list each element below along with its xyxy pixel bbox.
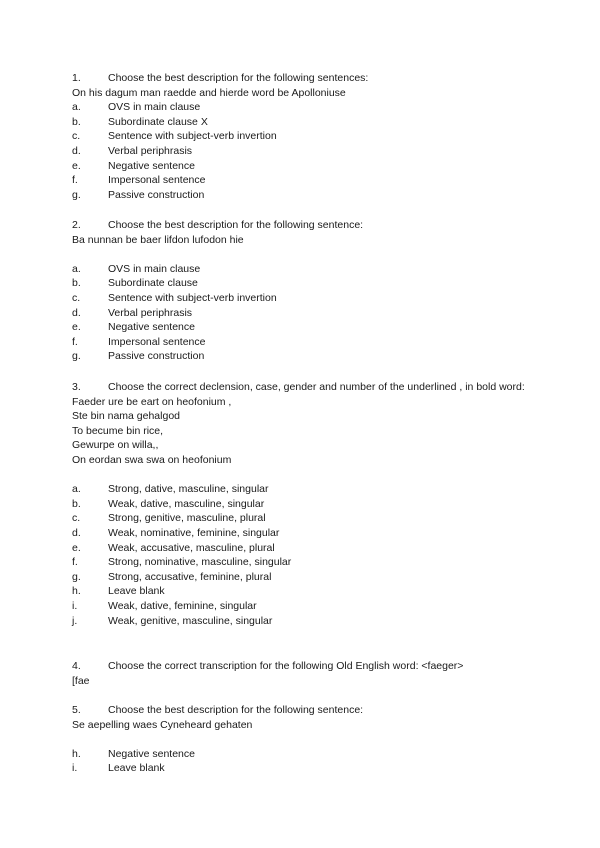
option-text: OVS in main clause: [108, 262, 201, 275]
source-text-line: Ba nunnan be baer lifdon lufodon hie: [72, 233, 244, 246]
option-row[interactable]: [72, 555, 542, 570]
option-label: b.: [72, 497, 81, 510]
option-label: d.: [72, 526, 81, 539]
option-label: g.: [72, 188, 81, 201]
option-row[interactable]: [72, 129, 542, 144]
option-row[interactable]: [72, 173, 542, 188]
option-label: d.: [72, 144, 81, 157]
option-text: Weak, nominative, feminine, singular: [108, 526, 280, 539]
option-row[interactable]: [72, 482, 542, 497]
question-prompt: Choose the correct transcription for the following Old English word: <faeger>: [108, 660, 464, 672]
option-text: Weak, accusative, masculine, plural: [108, 541, 275, 554]
answer-text-line: [fae: [72, 674, 90, 687]
option-text: Negative sentence: [108, 159, 195, 172]
option-label: g.: [72, 350, 81, 363]
option-label: e.: [72, 159, 81, 172]
source-text-line: Ste bin nama gehalgod: [72, 410, 180, 423]
option-label: c.: [72, 512, 81, 525]
option-row[interactable]: [72, 541, 542, 556]
question-prompt-row: [72, 380, 542, 395]
option-label: g.: [72, 570, 81, 583]
question-2: [72, 218, 542, 364]
question-prompt: Choose the best description for the following sentence:: [108, 219, 364, 231]
option-row[interactable]: [72, 306, 542, 321]
option-row[interactable]: [72, 159, 542, 174]
option-text: Strong, genitive, masculine, plural: [108, 512, 266, 525]
option-row[interactable]: [72, 747, 542, 762]
option-text: Sentence with subject-verb invertion: [108, 291, 277, 304]
option-row[interactable]: [72, 511, 542, 526]
option-text: Verbal periphrasis: [108, 306, 193, 319]
question-prompt-row: [72, 703, 542, 718]
option-text: Passive construction: [108, 188, 205, 201]
option-label: h.: [72, 747, 81, 760]
option-row[interactable]: [72, 497, 542, 512]
option-label: b.: [72, 277, 81, 290]
option-text: Negative sentence: [108, 321, 195, 334]
option-row[interactable]: [72, 570, 542, 585]
option-row[interactable]: [72, 291, 542, 306]
option-label: f.: [72, 556, 78, 569]
option-label: a.: [72, 101, 81, 114]
option-text: OVS in main clause: [108, 101, 201, 114]
option-label: j.: [72, 614, 78, 627]
option-label: a.: [72, 262, 81, 275]
source-text-line: Faeder ure be eart on heofonium ,: [72, 395, 232, 408]
option-row[interactable]: [72, 320, 542, 335]
option-label: f.: [72, 335, 78, 348]
option-text: Verbal periphrasis: [108, 144, 193, 157]
question-5: [72, 703, 542, 776]
option-text: Sentence with subject-verb invertion: [108, 130, 277, 143]
option-row[interactable]: [72, 349, 542, 364]
option-label: c.: [72, 130, 81, 143]
question-number: 5.: [72, 704, 81, 716]
option-text: Weak, dative, masculine, singular: [108, 497, 265, 510]
option-text: Strong, accusative, feminine, plural: [108, 570, 272, 583]
option-text: Negative sentence: [108, 747, 195, 760]
question-number: 3.: [72, 381, 81, 393]
option-row[interactable]: [72, 115, 542, 130]
option-label: a.: [72, 483, 81, 496]
option-row[interactable]: [72, 262, 542, 277]
option-text: Impersonal sentence: [108, 174, 206, 187]
option-text: Subordinate clause: [108, 277, 198, 290]
option-row[interactable]: [72, 761, 542, 776]
option-row[interactable]: [72, 614, 542, 629]
source-text-line: Se aepelling waes Cyneheard gehaten: [72, 718, 253, 731]
source-text-line: On eordan swa swa on heofonium: [72, 453, 232, 466]
question-4: [72, 659, 542, 688]
option-text: Impersonal sentence: [108, 335, 206, 348]
option-row[interactable]: [72, 188, 542, 203]
option-label: f.: [72, 174, 78, 187]
option-text: Strong, dative, masculine, singular: [108, 483, 269, 496]
option-text: Leave blank: [108, 762, 165, 775]
option-label: h.: [72, 585, 81, 598]
question-prompt-row: [72, 218, 542, 233]
option-text: Subordinate clause X: [108, 115, 208, 128]
option-label: b.: [72, 115, 81, 128]
option-row[interactable]: [72, 526, 542, 541]
option-label: i.: [72, 762, 78, 775]
option-label: e.: [72, 321, 81, 334]
question-number: 1.: [72, 72, 81, 84]
source-text-line: Gewurpe on willa,,: [72, 439, 159, 452]
option-row[interactable]: [72, 599, 542, 614]
option-text: Strong, nominative, masculine, singular: [108, 556, 292, 569]
option-row[interactable]: [72, 335, 542, 350]
option-label: d.: [72, 306, 81, 319]
option-text: Weak, dative, feminine, singular: [108, 599, 257, 612]
source-text-line: On his dagum man raedde and hierde word be Apolloniuse: [72, 86, 346, 99]
option-row[interactable]: [72, 584, 542, 599]
option-text: Weak, genitive, masculine, singular: [108, 614, 273, 627]
option-row[interactable]: [72, 276, 542, 291]
option-label: c.: [72, 291, 81, 304]
question-number: 2.: [72, 219, 81, 231]
question-prompt-row: [72, 659, 542, 674]
option-label: e.: [72, 541, 81, 554]
option-text: Passive construction: [108, 350, 205, 363]
option-row[interactable]: [72, 100, 542, 115]
question-number: 4.: [72, 660, 81, 672]
option-row[interactable]: [72, 144, 542, 159]
source-text-line: To becume bin rice,: [72, 424, 164, 437]
question-prompt-row: [72, 71, 542, 86]
question-1: [72, 71, 542, 202]
option-label: i.: [72, 599, 78, 612]
question-prompt: Choose the best description for the following sentence:: [108, 704, 364, 716]
question-prompt: Choose the best description for the following sentences:: [108, 72, 369, 84]
option-text: Leave blank: [108, 585, 165, 598]
question-3: [72, 380, 542, 628]
question-prompt: Choose the correct declension, case, gender and number of the underlined , in bold word:: [108, 381, 525, 393]
